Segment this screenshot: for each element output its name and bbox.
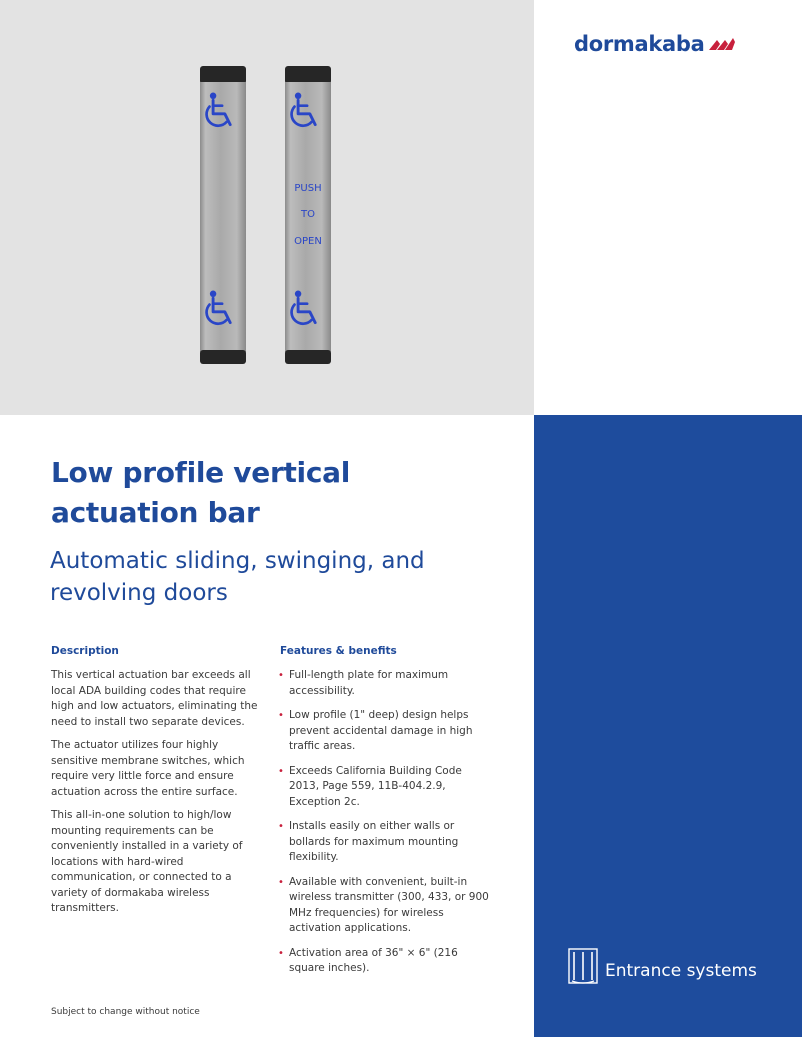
page-title: Low profile vertical actuation bar xyxy=(51,456,351,529)
push-label-line2: TO xyxy=(301,209,315,220)
feature-item: • Low profile (1" deep) design helps prevent accidental damage in high traffic areas. xyxy=(278,708,493,755)
actuation-bar-left xyxy=(200,66,246,364)
product-image-area xyxy=(0,0,534,415)
feature-item: • Full-length plate for maximum accessibility. xyxy=(278,668,493,699)
feature-item: • Available with convenient, built-in wireless transmitter (300, 433, or 900 MHz frequencies) for wireless activation applications. xyxy=(278,875,493,937)
description-paragraph: This all-in-one solution to high/low mounting requirements can be conveniently installed in a variety of locations with hard-wired communication, or connected to a variety of dormakaba wireless transmitters. xyxy=(51,809,243,914)
brand-area xyxy=(534,0,802,415)
page-subtitle: Automatic sliding, swinging, and revolving doors xyxy=(50,548,425,606)
description-paragraph: This vertical actuation bar exceeds all local ADA building codes that require high and low actuators, eliminating the need to install two separate devices. xyxy=(51,669,258,728)
features-heading: Features & benefits xyxy=(280,645,397,657)
side-panel xyxy=(534,415,802,1037)
product-photo xyxy=(0,0,534,415)
entrance-systems-text: Entrance systems xyxy=(605,961,757,981)
description-paragraph: The actuator utilizes four highly sensitive membrane switches, which require very little force and ensure actuation across the entire surface. xyxy=(51,739,245,798)
feature-item: • Exceeds California Building Code 2013, Page 559, 11B-404.2.9, Exception 2c. xyxy=(278,764,493,811)
description-body xyxy=(51,668,261,925)
footer-note: Subject to change without notice xyxy=(51,1007,200,1017)
entrance-systems-label xyxy=(568,948,757,984)
push-label-line3: OPEN xyxy=(294,236,322,247)
push-label-line1: PUSH xyxy=(294,183,322,194)
description-heading: Description xyxy=(51,645,119,657)
feature-item: • Installs easily on either walls or bollards for maximum mounting flexibility. xyxy=(278,819,493,866)
dormakaba-logo xyxy=(574,32,735,56)
features-list xyxy=(278,668,493,986)
revolving-door-icon xyxy=(568,948,598,984)
logo-mark-icon xyxy=(709,36,735,52)
logo-text: dormakaba xyxy=(574,32,705,56)
feature-item: • Activation area of 36" × 6" (216 square inches). xyxy=(278,946,493,977)
actuation-bar-right xyxy=(285,66,331,364)
